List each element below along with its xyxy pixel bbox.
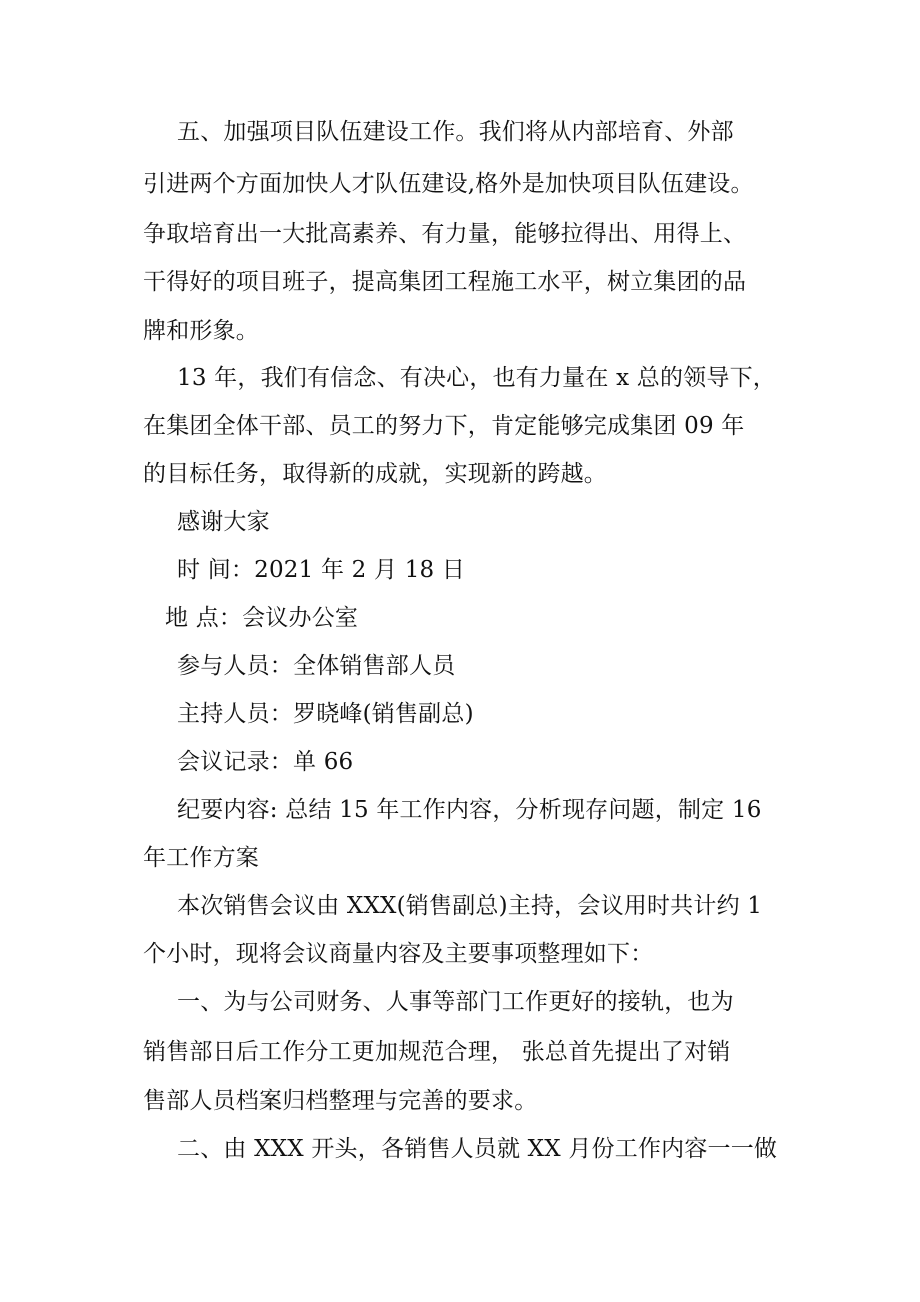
paragraph-line: 年工作方案 xyxy=(143,845,259,871)
paragraph-line: 五、加强项目队伍建设工作。我们将从内部培育、外部 xyxy=(177,119,734,145)
meeting-time: 时 间：2021 年 2 月 18 日 xyxy=(177,557,466,583)
paragraph-line: 争取培育出一大批高素养、有力量，能够拉得出、用得上、 xyxy=(143,221,747,247)
meeting-host: 主持人员：罗晓峰(销售副总) xyxy=(177,701,474,727)
meeting-participants: 参与人员：全体销售部人员 xyxy=(177,653,456,679)
meeting-summary: 纪要内容: 总结 15 年工作内容，分析现存问题，制定 16 xyxy=(177,797,762,823)
paragraph-line: 个小时，现将会议商量内容及主要事项整理如下： xyxy=(143,941,654,967)
paragraph-line: 引进两个方面加快人才队伍建设,格外是加快项目队伍建设。 xyxy=(143,171,754,197)
paragraph-line: 销售部日后工作分工更加规范合理， 张总首先提出了对销 xyxy=(143,1039,731,1065)
paragraph-line: 一、为与公司财务、人事等部门工作更好的接轨，也为 xyxy=(177,989,734,1015)
paragraph-line: 干得好的项目班子，提高集团工程施工水平，树立集团的品 xyxy=(143,269,747,295)
paragraph-line: 售部人员档案归档整理与完善的要求。 xyxy=(143,1088,538,1114)
closing-line: 感谢大家 xyxy=(177,509,270,535)
paragraph-line: 在集团全体干部、员工的努力下，肯定能够完成集团 09 年 xyxy=(143,413,745,439)
meeting-recorder: 会议记录：单 66 xyxy=(177,749,354,775)
paragraph-line: 本次销售会议由 XXX(销售副总)主持，会议用时共计约 1 xyxy=(177,893,763,919)
paragraph-line: 二、由 XXX 开头，各销售人员就 XX 月份工作内容一一做 xyxy=(177,1136,778,1162)
paragraph-line: 的目标任务，取得新的成就，实现新的跨越。 xyxy=(143,461,607,487)
paragraph-line: 牌和形象。 xyxy=(143,318,259,344)
meeting-location: 地 点：会议办公室 xyxy=(165,605,359,631)
paragraph-line: 13 年，我们有信念、有决心，也有力量在 x 总的领导下， xyxy=(177,365,776,391)
